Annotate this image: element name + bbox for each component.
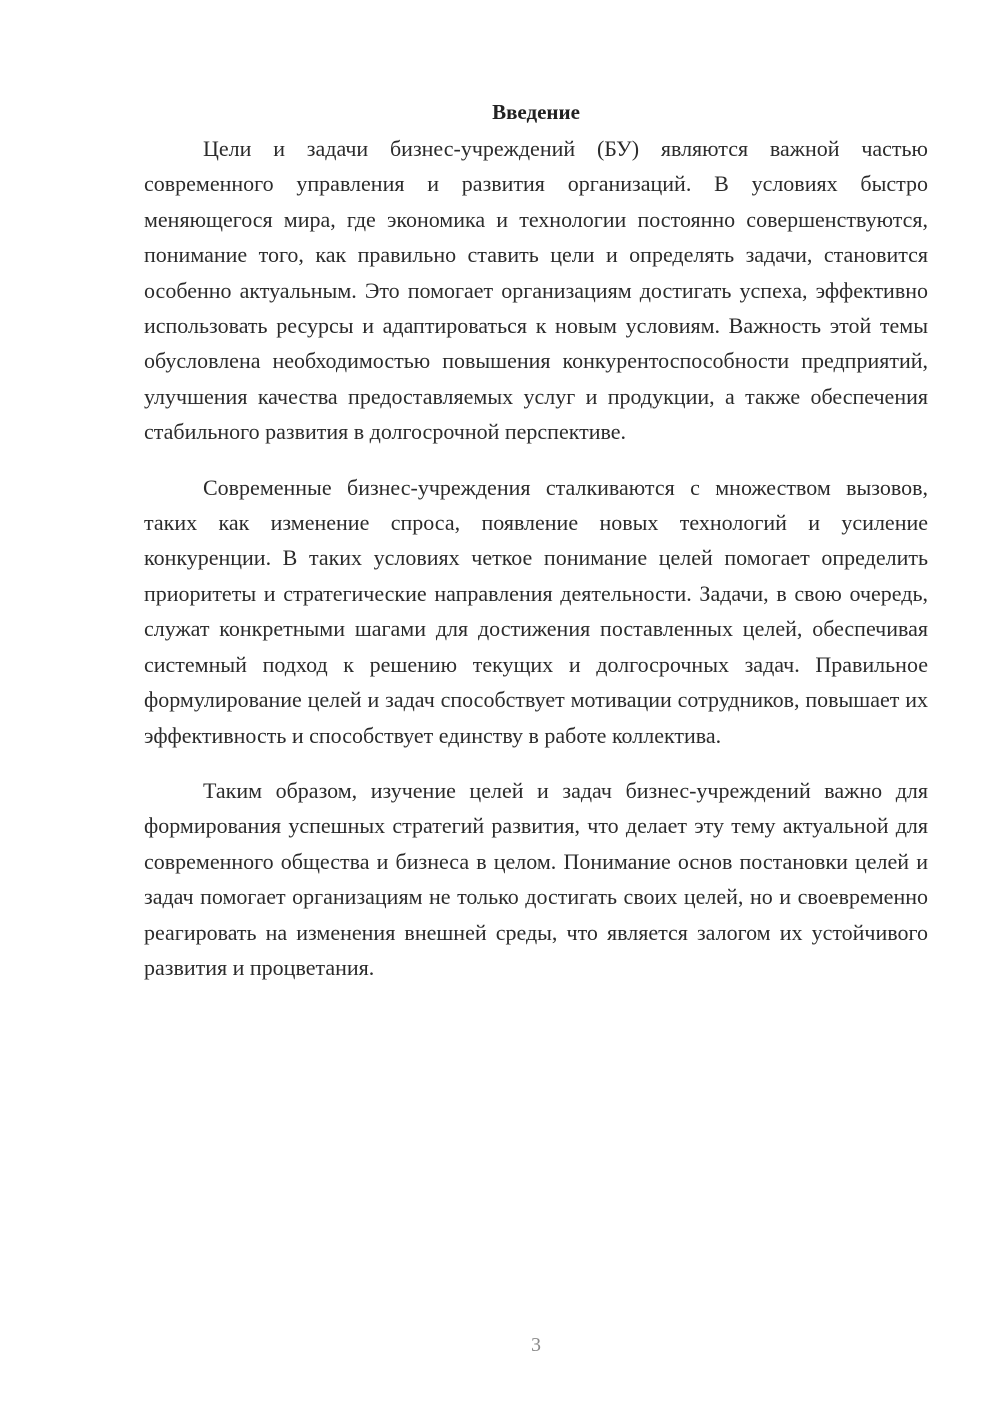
- paragraph-2: Современные бизнес-учреждения сталкиваются с множеством вызовов, таких как изменение спроса, появление новых технологий и усиление конкуренции. В таких условиях четкое понимание целей помогает определить приоритеты и стратегические направления деятельности. Задачи, в свою очередь, служат конкретными шагами для достижения поставленных целей, обеспечивая системный подход к решению текущих и долгосрочных задач. Правильное формулирование целей и задач способствует мотивации сотрудников, повышает их эффективность и способствует единству в работе коллектива.: [144, 474, 928, 748]
- document-page: [144, 96, 928, 1005]
- page-number: 3: [531, 1334, 541, 1356]
- paragraph-3: Таким образом, изучение целей и задач бизнес-учреждений важно для формирования успешных стратегий развития, что делает эту тему актуальной для современного общества и бизнеса в целом. Понимание основ постановки целей и задач помогает организациям не только достигать своих целей, но и своевременно реагировать на изменения внешней среды, что является залогом их устойчивого развития и процветания.: [144, 777, 928, 980]
- paragraph-1: Цели и задачи бизнес-учреждений (БУ) являются важной частью современного управления и развития организаций. В условиях быстро меняющегося мира, где экономика и технологии постоянно совершенствуются, понимание того, как правильно ставить цели и определять задачи, становится особенно актуальным. Это помогает организациям достигать успеха, эффективно использовать ресурсы и адаптироваться к новым условиям. Важность этой темы обусловлена необходимостью повышения конкурентоспособности предприятий, улучшения качества предоставляемых услуг и продукции, а также обеспечения стабильного развития в долгосрочной перспективе.: [144, 136, 928, 445]
- section-heading: Введение: [492, 100, 580, 124]
